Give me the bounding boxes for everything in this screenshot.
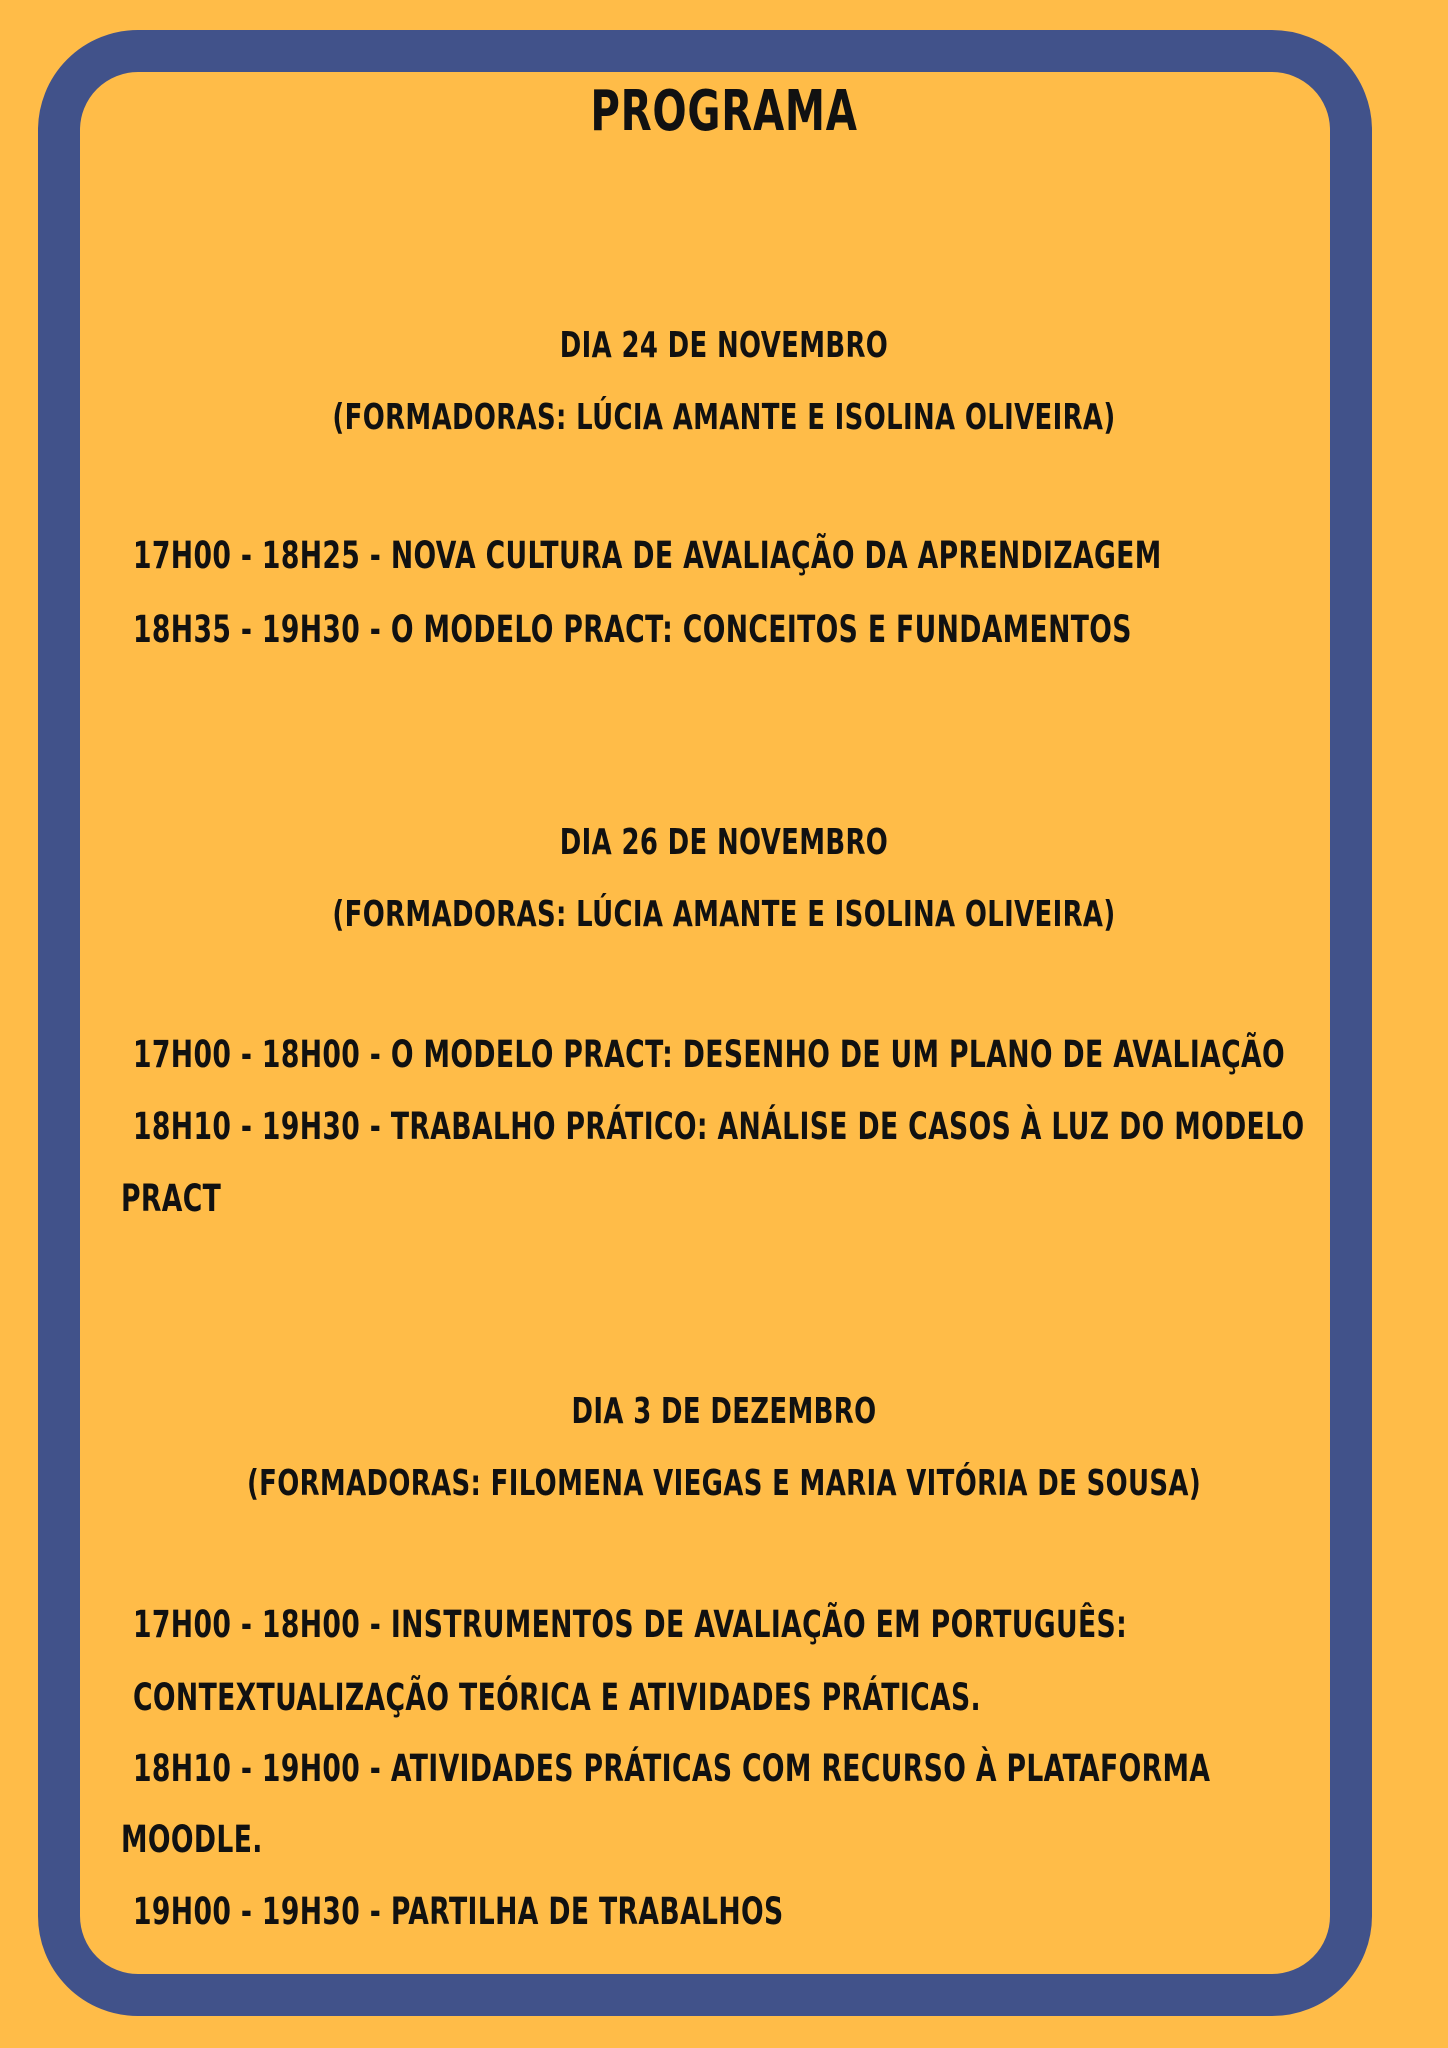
session-day: DIA 26 DE NOVEMBRO (559, 822, 889, 863)
session-trainers: (FORMADORAS: LÚCIA AMANTE E ISOLINA OLIVEIRA) (332, 894, 1116, 935)
schedule-line: 17H00 - 18H00 - O MODELO PRACT: DESENHO DE UM PLANO DE AVALIAÇÃO (133, 1033, 1286, 1076)
session-day: DIA 3 DE DEZEMBRO (571, 1391, 877, 1432)
session-day: DIA 24 DE NOVEMBRO (559, 325, 889, 366)
schedule-line: PRACT (121, 1177, 222, 1220)
schedule-line: 17H00 - 18H00 - INSTRUMENTOS DE AVALIAÇÃO EM PORTUGUÊS: (133, 1603, 1128, 1646)
session-trainers: (FORMADORAS: FILOMENA VIEGAS E MARIA VITÓRIA DE SOUSA) (246, 1463, 1202, 1504)
schedule-line: 18H10 - 19H00 - ATIVIDADES PRÁTICAS COM RECURSO À PLATAFORMA (133, 1747, 1211, 1790)
schedule-line: CONTEXTUALIZAÇÃO TEÓRICA E ATIVIDADES PRÁTICAS. (133, 1676, 982, 1719)
schedule-line: 17H00 - 18H25 - NOVA CULTURA DE AVALIAÇÃO DA APRENDIZAGEM (133, 534, 1162, 577)
session-trainers: (FORMADORAS: LÚCIA AMANTE E ISOLINA OLIVEIRA) (332, 397, 1116, 438)
schedule-line: 18H10 - 19H30 - TRABALHO PRÁTICO: ANÁLISE DE CASOS À LUZ DO MODELO (133, 1105, 1305, 1148)
schedule-line: MOODLE. (121, 1818, 263, 1861)
schedule-line: 19H00 - 19H30 - PARTILHA DE TRABALHOS (133, 1890, 784, 1933)
page-title: PROGRAMA (590, 79, 858, 144)
schedule-line: 18H35 - 19H30 - O MODELO PRACT: CONCEITOS E FUNDAMENTOS (133, 608, 1132, 651)
